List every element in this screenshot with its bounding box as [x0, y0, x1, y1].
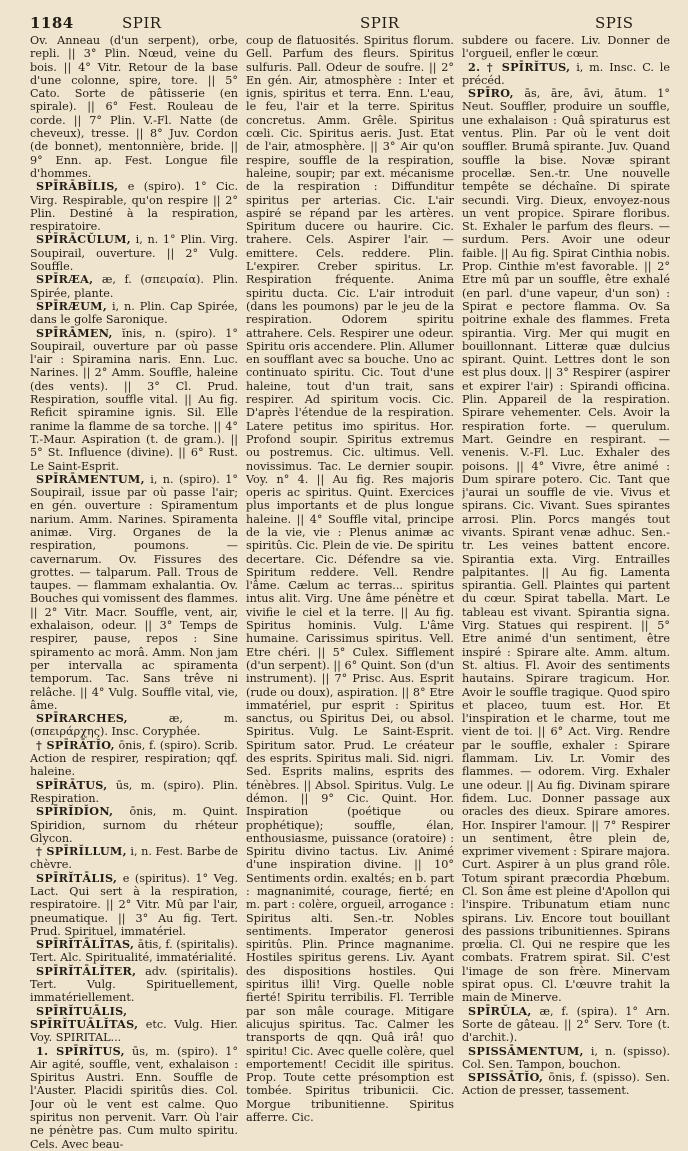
entry-headword: † SPĪRĀTĬO,	[36, 737, 115, 752]
dictionary-entry	[30, 845, 238, 872]
entry-headword: SPISSĀMENTUM,	[468, 1043, 584, 1058]
entry-text: i, n. (spisso). Col. Sen. Tampon, bouchon.	[462, 1044, 670, 1071]
dictionary-entry	[30, 300, 238, 327]
entry-text: subdere ou facere. Liv. Donner de l'orgueil, enfler le cœur.	[462, 34, 670, 61]
entry-headword: SPĪRĬTUĀLIS, SPĪRĬTUĀLĬTAS,	[30, 1003, 139, 1031]
entry-headword: SPĪRĀMENTUM,	[36, 471, 145, 486]
entry-headword: SPĪRĀTUS,	[36, 777, 108, 792]
entry-headword: SPĪRĬTĀLĬTER,	[36, 963, 137, 978]
entry-headword: 2. † SPĪRĬTUS,	[468, 59, 571, 74]
dictionary-entry	[30, 327, 238, 473]
dictionary-entry	[30, 805, 238, 845]
dictionary-entry	[30, 712, 238, 739]
entry-headword: SPĪRARCHES,	[36, 711, 128, 726]
dictionary-entry	[246, 34, 454, 1124]
dictionary-entry	[462, 1071, 670, 1098]
entry-headword: SPĪRŬLA,	[468, 1003, 532, 1018]
running-head-center: SPIR	[360, 14, 400, 32]
dictionary-entry	[30, 233, 238, 273]
entry-text: i, n. Fest. Barbe de chèvre.	[30, 845, 238, 872]
entry-headword: SPĪRĬTĀLĬTAS,	[36, 937, 135, 952]
entry-text: ās, āre, āvi, ātum. 1° Neut. Souffler, produire un souffle, une exhalaison : Quâ spiraturus est ventus. Plin. Par où le vent doit souffler. Brumâ spirante. Juv. Quand souffle la bise. Novæ spirant procellæ. Sen.-tr. Une nouvelle tempête se déchaîne. Di spirate secundi. Virg. Dieux, envoyez-nous un vent propice. Spirare floribus. St. Exhaler le parfum des fleurs. — surdum. Pers. Avoir une odeur faible. || Au fig. Spirat Cinthia nobis. Prop. Cinthie m'est favorable. || 2° Etre mû par un souffle, être exhalé (en parl. d'une vapeur, d'un son) : Spirat e pectore flamma. Ov. Sa poitrine exhale des flammes. Freta spirantia. Virg. Mer qui mugit en bouillonnant. Litteræ quæ dulcius spirant. Quint. Lettres dont le son est plus doux. || 3° Respirer (aspirer et expirer l'air) : Spirandi officina. Plin. Appareil de la respiration. Spirare vehementer. Cels. Avoir la respiration forte. — querulum. Mart. Geindre en respirant. — venenis. V.-Fl. Luc. Exhaler des poisons. || 4° Vivre, être animé : Dum spirare potero. Cic. Tant que j'aurai un souffle de vie. Vivus et spirans. Cic. Vivant. Sues spirantes arrosi. Plin. Porcs mangés tout vivants. Spirant venæ adhuc. Sen.-tr. Les veines battent encore. Spirantia exta. Virg. Entrailles palpitantes. || Au fig. Lamenta spirantia. Gell. Plaintes qui partent du cœur. Spirat tabella. Mart. Le tableau est vivant. Spirantia signa. Virg. Statues qui respirent. || 5° Etre animé d'un sentiment, être inspiré : Spirare alte. Amm. altum. St. altius. Fl. Avoir des sentiments hautains. Spirare tragicum. Hor. Avoir le souffle tragique. Quod spiro et placeo, tuum est. Hor. Et l'inspiration et le charme, tout me vient de toi. || 6° Act. Virg. Rendre par le souffle, exhaler : Spirare flammam. Liv. Lr. Vomir des flammes. — odorem. Virg. Exhaler une odeur. || Au fig. Divinam spirare fidem. Luc. Donner passage aux oracles des dieux. Spirare amores. Hor. Inspirer l'amour. || 7° Respirer un sentiment, être plein de, exprimer vivement : Spirare majora. Curt. Aspirer à un plus grand rôle. Totum spirant præcordia Phœbum. Cl. Son âme est pleine d'Apollon qui l'inspire. Tribunatum etiam nunc spirans. Liv. Encore tout bouillant des passions tribunitiennes. Spirans prœlia. Cl. Qui ne respire que les combats. Fratrem spirat. Sil. C'est l'image de son frère. Minervam spirat opus. Cl. L'œuvre trahit la main de Minerve.	[462, 87, 670, 1005]
dictionary-entry	[462, 61, 670, 88]
dictionary-entry	[30, 180, 238, 233]
entry-headword: SPISSĀTĬO,	[468, 1070, 544, 1085]
entry-text: i, m. Insc. C. le précéd.	[462, 60, 670, 87]
entry-text: coup de flatuosités. Spiritus florum. Gell. Parfum des fleurs. Spiritus sulfuris. Pall. Odeur de soufre. || 2° En gén. Air, atmosphère : Inter et ignis, spiritus et terra. Enn. L'eau, le feu, l'air et la terre. Spiritus concretus. Amm. Grêle. Spiritus cœli. Cic. Spiritus aeris. Just. Etat de l'air, atmosphère. || 3° Air qu'on respire, souffle de la respiration, haleine, soupir; par ext. mécanisme de la respiration : Diffunditur spiritus per arterias. Cic. L'air aspiré se répand par les artères. Spiritum ducere ou haurire. Cic. trahere. Cels. Aspirer l'air. — emittere. Cels. reddere. Plin. L'expirer. Creber spiritus. Lr. Respiration fréquente. Anima spiritu ducta. Cic. L'air introduit (dans les poumons) par le jeu de la respiration. Odorem spiritu attrahere. Cels. Respirer une odeur. Spiritu oris accendere. Plin. Allumer en soufflant avec sa bouche. Uno ac continuato spiritu. Cic. Tout d'une haleine, tout d'un trait, sans respirer. Ad spiritum vocis. Cic. D'après l'étendue de la respiration. Latere petitus imo spiritus. Hor. Profond soupir. Spiritus extremus ou postremus. Cic. ultimus. Vell. novissimus. Tac. Le dernier soupir. Voy. n° 4. || Au fig. Res majoris operis ac spiritus. Quint. Exercices plus importants et de plus longue haleine. || 4° Souffle vital, principe de la vie, vie : Plenus animæ ac spiritûs. Cic. Plein de vie. De spiritu decertare. Cic. Défendre sa vie. Spiritum reddere. Vell. Rendre l'âme. Cælum ac terras... spiritus intus alit. Virg. Une âme pénètre et vivifie le ciel et la terre. || Au fig. Spiritus hominis. Vulg. L'âme humaine. Carissimus spiritus. Vell. Etre chéri. || 5° Culex. Sifflement (d'un serpent). || 6° Quint. Son (d'un instrument). || 7° Prisc. Aus. Esprit (rude ou doux), aspiration. || 8° Etre immatériel, pur esprit : Spiritus sanctus, ou Spiritus Dei, ou absol. Spiritus. Vulg. Le Saint-Esprit. Spiritum sator. Prud. Le créateur des esprits. Spiritus mali. Sid. nigri. Sed. Esprits malins, esprits des ténèbres. || Absol. Spiritus. Vulg. Le démon. || 9° Cic. Quint. Hor. Inspiration (poétique ou prophétique); souffle, élan, enthousiasme, puissance (oratoire) : Spiritu divino tactus. Liv. Animé d'une inspiration divine. || 10° Sentiments ordin. exaltés; en b. part : magnanimité, courage, fierté; en m. part : colère, orgueil, arrogance : Spiritus alti. Sen.-tr. Nobles sentiments. Imperator generosi spiritûs. Plin. Prince magnanime. Hostiles spiritus gerens. Liv. Ayant des dispositions hostiles. Qui spiritus illi! Virg. Quelle noble fierté! Spiritu terribilis. Fl. Terrible par son mâle courage. Mitigare alicujus spiritus. Tac. Calmer les transports de qqn. Quâ irâ! quo spiritu! Cic. Avec quelle colère, quel emportement! Cecidit ille spiritus. Prop. Toute cette présomption est tombée. Spiritus tribunicii. Cic. Morgue tribunitienne. Spiritus afferre. Cic.	[246, 34, 454, 1125]
dictionary-entry	[30, 1045, 238, 1151]
dictionary-entry	[30, 473, 238, 712]
entry-headword: SPĪRĀCŬLUM,	[36, 232, 131, 247]
entry-text: i, n. Plin. Cap Spirée, dans le golfe Saronique.	[30, 299, 238, 327]
running-head-left: SPIR	[122, 14, 162, 32]
entry-text: Ov. Anneau (d'un serpent), orbe, repli. || 3° Plin. Nœud, veine du bois. || 4° Vitr. Retour de la base d'une colonne, spire, tore. || 5° Cato. Sorte de pâtisserie (en spirale). || 6° Fest. Rouleau de corde. || 7° Plin. V.-Fl. Natte (de cheveux), tresse. || 8° Juv. Cordon (de bonnet), mentonnière, bride. || 9° Enn. ap. Fest. Longue file d'hommes.	[30, 34, 238, 180]
entry-headword: SPĪRĬDĬON,	[36, 804, 114, 819]
entry-headword: SPĪRĀBĬLIS,	[36, 179, 119, 194]
dictionary-entry	[30, 965, 238, 1005]
dictionary-entry	[462, 1045, 670, 1072]
dictionary-entry	[462, 87, 670, 1004]
entry-text: ūs, m. (spiro). 1° Air agité, souffle, vent, exhalaison : Spiritus Austri. Enn. Souffle de l'Auster. Placidi spiritûs dies. Col. Jour où le vent est calme. Quo spiritus non pervenit. Varr. Où l'air ne pénètre pas. Cum multo spiritu. Cels. Avec beau-	[30, 1044, 238, 1151]
running-head-right: SPIS	[595, 14, 634, 32]
entry-text: e (spiritus). 1° Veg. Lact. Qui sert à la respiration, respiratoire. || 2° Vitr. Mû par l'air, pneumatique. || 3° Au fig. Tert. Prud. Spirituel, immatériel.	[30, 871, 238, 938]
entry-text: adv. (spiritalis). Tert. Vulg. Spirituellement, immatériellement.	[30, 964, 238, 1005]
entry-text: ātis, f. (spiritalis). Tert. Alc. Spiritualité, immatérialité.	[30, 938, 238, 965]
entry-text: etc. Vulg. Hier. Voy. SPIRITAL...	[30, 1017, 238, 1045]
entry-text: ōnis, f. (spisso). Sen. Action de presser, tassement.	[462, 1071, 670, 1098]
entry-text: e (spiro). 1° Cic. Virg. Respirable, qu'on respire || 2° Plin. Destiné à la respiration, respiratoire.	[30, 180, 238, 234]
dictionary-entry	[30, 273, 238, 300]
entry-headword: SPĪRĀMEN,	[36, 325, 113, 340]
entry-text: æ, m. (σπειράρχης). Insc. Coryphée.	[30, 712, 238, 739]
entry-text: i, n. 1° Plin. Virg. Soupirail, ouverture. || 2° Vulg. Souffle.	[30, 233, 238, 274]
dictionary-entry	[462, 34, 670, 61]
entry-text: æ, f. (σπειραία). Plin. Spirée, plante.	[30, 273, 238, 300]
page-number: 1184	[30, 14, 74, 32]
page-header	[30, 10, 674, 32]
entry-text: ōnis, m. Quint. Spiridion, surnom du rhéteur Glycon.	[30, 805, 238, 845]
entry-headword: 1. SPĪRĬTUS,	[36, 1043, 125, 1058]
entry-text: æ, f. (spira). 1° Arn. Sorte de gâteau. || 2° Serv. Tore (t. d'archit.).	[462, 1004, 670, 1045]
text-columns	[30, 34, 674, 1151]
dictionary-entry	[30, 872, 238, 938]
entry-text: ĭnis, n. (spiro). 1° Soupirail, ouverture par où passe l'air : Spiramina naris. Enn. Luc. Narines. || 2° Amm. Souffle, haleine (des vents). || 3° Cl. Prud. Respiration, souffle vital. || Au fig. Reficit spiramine ignis. Sil. Elle ranime la flamme de sa torche. || 4° T.-Maur. Aspiration (t. de gram.). || 5° St. Influence (divine). || 6° Rust. Le Saint-Esprit.	[30, 326, 238, 473]
entry-headword: † SPĪRĬLLUM,	[36, 844, 127, 859]
entry-text: i, n. (spiro). 1° Soupirail, issue par où passe l'air; en gén. ouverture : Spiramentum narium. Amm. Narines. Spiramenta animæ. Virg. Organes de la respiration, poumons. — cavernarum. Ov. Fissures des grottes. — talparum. Pall. Trous de taupes. — flammam exhalantia. Ov. Bouches qui vomissent des flammes. || 2° Vitr. Macr. Souffle, vent, air, exhalaison, odeur. || 3° Temps de respirer, pause, repos : Sine spiramento ac morâ. Amm. Non jam per intervalla ac spiramenta temporum. Tac. Sans trêve ni relâche. || 4° Vulg. Souffle vital, vie, âme.	[30, 472, 238, 712]
entry-headword: SPĪRÆUM,	[36, 298, 108, 313]
entry-headword: SPĪRÆA,	[36, 272, 94, 287]
dictionary-entry	[30, 938, 238, 965]
entry-headword: SPĪRĬTĀLIS,	[36, 870, 118, 885]
entry-text: ūs, m. (spiro). Plin. Respiration.	[30, 778, 238, 805]
entry-text: ōnis, f. (spiro). Scrib. Action de respirer, respiration; qqf. haleine.	[30, 738, 238, 779]
column-middle	[246, 34, 454, 1151]
dictionary-entry	[30, 739, 238, 779]
entry-headword: SPĪRO,	[468, 86, 514, 101]
dictionary-entry	[30, 779, 238, 806]
column-left	[30, 34, 238, 1151]
column-right	[462, 34, 670, 1151]
dictionary-entry	[30, 34, 238, 180]
